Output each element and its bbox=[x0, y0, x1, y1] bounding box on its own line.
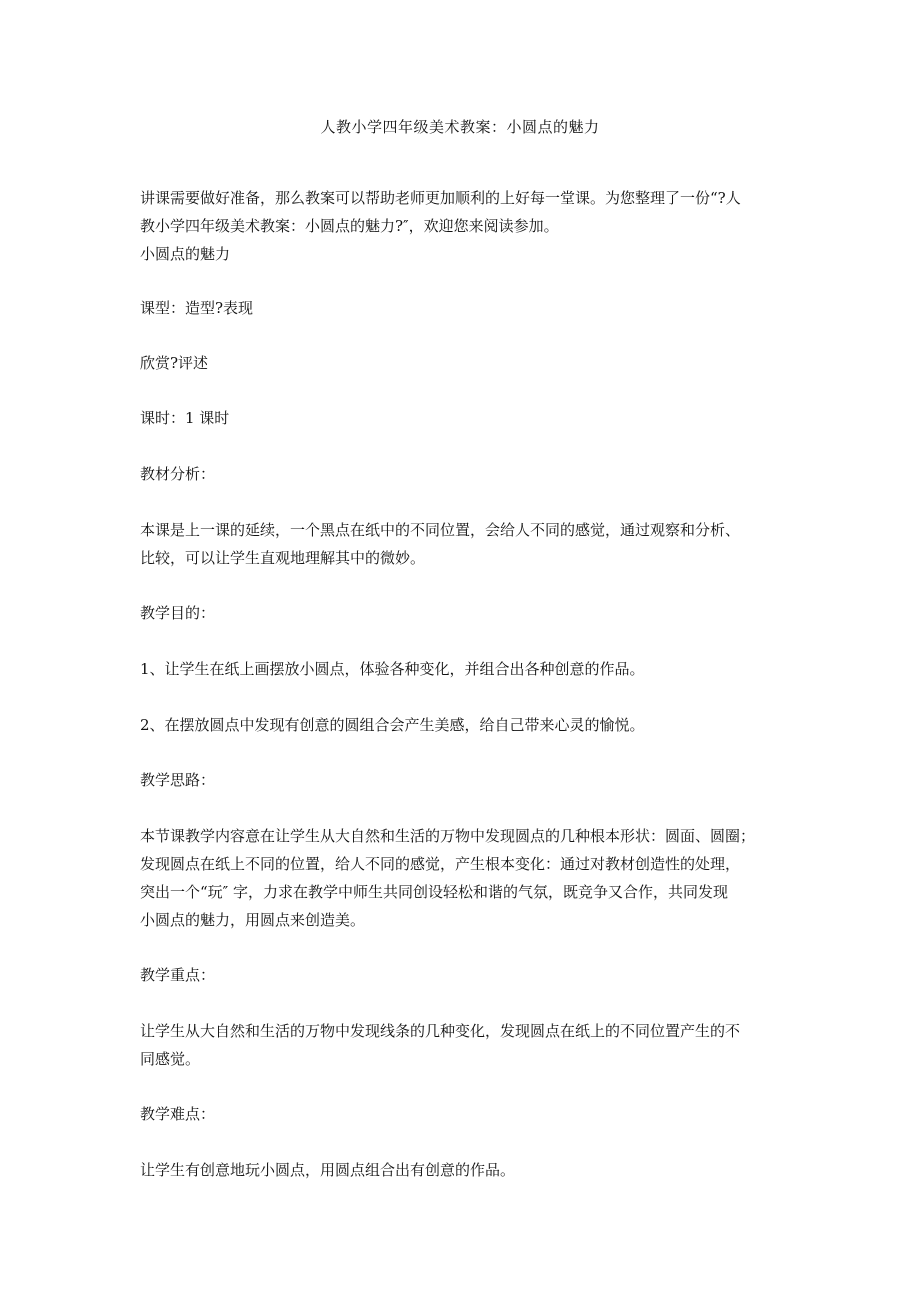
lesson-name: 小圆点的魅力 bbox=[140, 245, 231, 263]
analysis-line-2: 比较，可以让学生直观地理解其中的微妙。 bbox=[140, 549, 426, 567]
appreciation: 欣赏?评述 bbox=[140, 354, 209, 372]
goal-1: 1、让学生在纸上画摆放小圆点，体验各种变化，并组合出各种创意的作品。 bbox=[140, 660, 645, 678]
analysis-line-1: 本课是上一课的延续，一个黑点在纸中的不同位置，会给人不同的感觉，通过观察和分析、 bbox=[140, 521, 741, 539]
intro-line-1: 讲课需要做好准备，那么教案可以帮助老师更加顺利的上好每一堂课。为您整理了一份“?人 bbox=[140, 189, 741, 207]
goal-2: 2、在摆放圆点中发现有创意的圆组合会产生美感，给自己带来心灵的愉悦。 bbox=[140, 716, 645, 734]
approach-line-4: 小圆点的魅力，用圆点来创造美。 bbox=[140, 911, 366, 929]
key-points-heading: 教学重点： bbox=[140, 966, 216, 984]
goals-heading: 教学目的： bbox=[140, 604, 216, 622]
approach-line-2: 发现圆点在纸上不同的位置，给人不同的感觉，产生根本变化：通过对教材创造性的处理， bbox=[140, 855, 741, 873]
difficulty-heading: 教学难点： bbox=[140, 1105, 216, 1123]
approach-line-3: 突出一个“玩″ 字，力求在教学中师生共同创设轻松和谐的气氛，既竞争又合作，共同发现 bbox=[140, 883, 729, 901]
analysis-heading: 教材分析： bbox=[140, 465, 216, 483]
key-points-line-2: 同感觉。 bbox=[140, 1050, 201, 1068]
approach-line-1: 本节课教学内容意在让学生从大自然和生活的万物中发现圆点的几种根本形状：圆面、圆圈； bbox=[140, 827, 756, 845]
class-hours: 课时：1 课时 bbox=[140, 409, 230, 427]
approach-heading: 教学思路： bbox=[140, 771, 216, 789]
intro-line-2: 教小学四年级美术教案：小圆点的魅力?″，欢迎您来阅读参加。 bbox=[140, 217, 559, 235]
difficulty-text: 让学生有创意地玩小圆点，用圆点组合出有创意的作品。 bbox=[140, 1161, 516, 1179]
key-points-line-1: 让学生从大自然和生活的万物中发现线条的几种变化，发现圆点在纸上的不同位置产生的不 bbox=[140, 1022, 741, 1040]
course-type: 课型：造型?表现 bbox=[140, 299, 254, 317]
document-title: 人教小学四年级美术教案：小圆点的魅力 bbox=[320, 118, 600, 136]
